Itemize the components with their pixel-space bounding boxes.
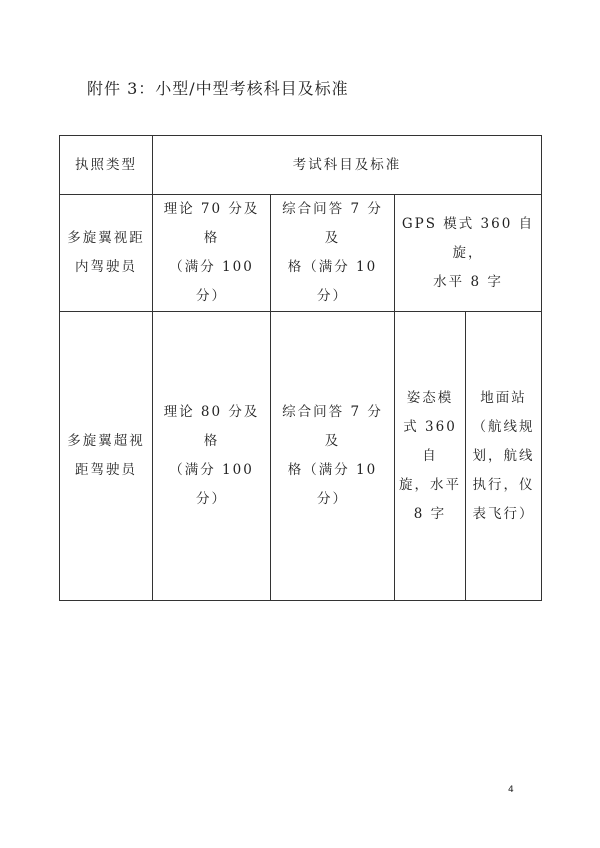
cell-line: 式 360 自 [403, 418, 457, 464]
cell-line: 执行，仪 [472, 476, 535, 493]
cell-line: 8 字 [413, 505, 447, 522]
table-header-row [60, 136, 542, 195]
theory-cell [153, 195, 271, 312]
table-row [60, 195, 542, 312]
cell-line: 地面站 [480, 389, 527, 406]
table-row [60, 312, 542, 601]
cell-line: 理论 70 分及格 [163, 201, 260, 246]
cell-line: 综合问答 7 分及 [282, 201, 383, 246]
header-exam-subjects: 考试科目及标准 [153, 136, 542, 195]
ground-station-cell [466, 312, 542, 601]
cell-line: 旋，水平 [399, 476, 461, 493]
page-number: 4 [508, 785, 514, 795]
cell-line: 内驾驶员 [75, 259, 137, 275]
oral-cell [271, 195, 395, 312]
attitude-mode-cell [395, 312, 466, 601]
exam-standards-table [59, 135, 542, 601]
cell-line: 表飞行） [472, 505, 535, 522]
cell-line: （航线规 [472, 418, 535, 435]
cell-line: 姿态模 [406, 389, 454, 406]
cell-line: 格（满分 10 分） [287, 259, 378, 304]
cell-line: 距驾驶员 [75, 462, 137, 478]
theory-cell [153, 312, 271, 601]
cell-line: 划，航线 [472, 447, 535, 464]
cell-line: 综合问答 7 分及 [282, 404, 383, 449]
header-license-type: 执照类型 [60, 136, 153, 195]
cell-line: （满分 100 分） [169, 259, 254, 304]
license-type-cell [60, 312, 153, 601]
cell-line: 多旋翼视距 [67, 230, 145, 246]
cell-line: 水平 8 字 [433, 273, 503, 290]
cell-line: 理论 80 分及格 [163, 404, 260, 449]
license-type-cell [60, 195, 153, 312]
cell-line: 格（满分 10 分） [287, 462, 378, 507]
cell-line: 多旋翼超视 [67, 433, 145, 449]
page-heading: 附件 3：小型/中型考核科目及标准 [87, 79, 349, 98]
oral-cell [271, 312, 395, 601]
cell-line: GPS 模式 360 自旋， [401, 215, 535, 261]
cell-line: （满分 100 分） [169, 462, 254, 507]
practical-cell [395, 195, 542, 312]
